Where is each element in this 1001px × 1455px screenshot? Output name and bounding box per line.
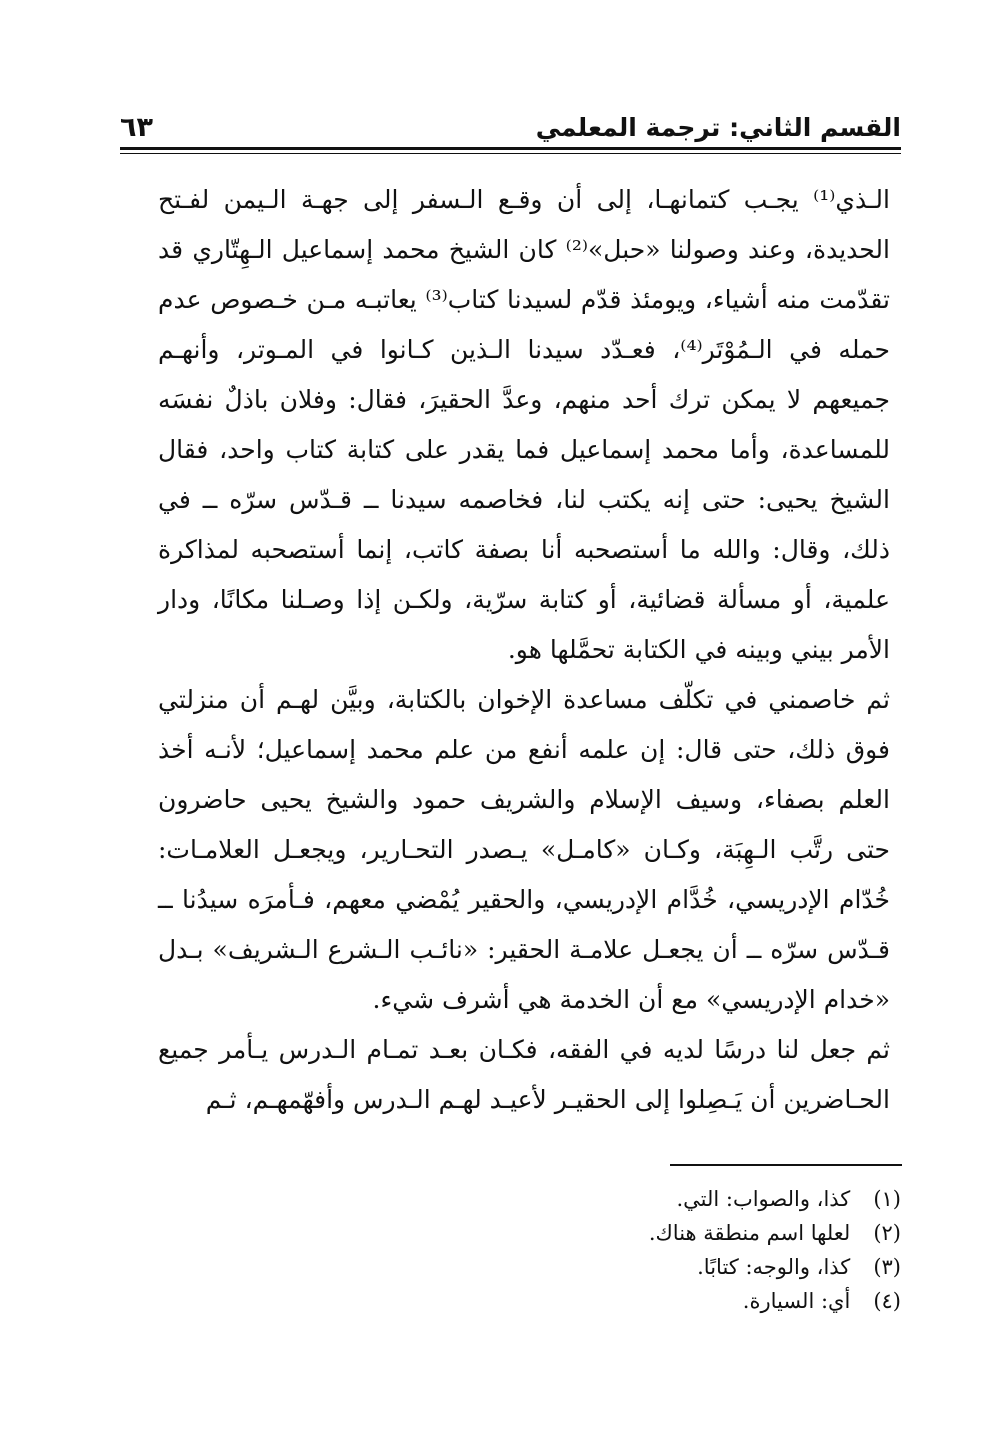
footnote-text: لعلها اسم منطقة هناك. — [648, 1221, 851, 1245]
footnote-number: (٢) — [873, 1221, 901, 1245]
paragraph: ثم خاصمني في تكلّف مساعدة الإخوان بالكتابة، وبيَّن لهـم أن منزلتي فوق ذلك، حتى قال: إن علمه أنفع من علم محمد إسماعيل؛ لأنـه أخذ العلم بصفاء، وسيف الإسلام والشريف حمود والشيخ يحيى حاضرون حتى رتَّب الـهِبَة، وكـان «كامـل» يـصدر التحـارير، ويجعـل العلامـات: خُدّام الإدريسي، خُدَّام الإدريسي، والحقير يُمْضي معهم، فـأمرَه سيدُنا ــ قـدّس سرّه ــ أن يجعـل علامـة الحقير: «نائـب الـشرع الـشريف» بـدل «خدام الإدريسي» مع أن الخدمة هي أشرف شيء. — [158, 685, 891, 1014]
running-header — [120, 112, 901, 148]
footnote-number: (١) — [873, 1187, 901, 1211]
header-rule — [120, 147, 901, 150]
paragraph: الـذي⁽¹⁾ يجـب كتمانهـا، إلى أن وقـع الـسفر إلى جهـة الـيمن لفـتح الحديدة، وعند وصولنا «حبل»⁽²⁾ كان الشيخ محمد إسماعيل الـهِتّاري قد تقدّمت منه أشياء، ويومئذ قدّم لسيدنا كتاب⁽³⁾ يعاتبـه مـن خـصوص عدم حمله في الـمُوْتَر⁽⁴⁾، فعـدّد سيدنا الـذين كـانوا في المـوتر، وأنهـم جميعهم لا يمكن ترك أحد منهم، وعدَّ الحقيرَ، فقال: وفلان باذلٌ نفسَه للمساعدة، وأما محمد إسماعيل فما يقدر على كتابة كتاب واحد، فقال الشيخ يحيى: حتى إنه يكتب لنا، فخاصمه سيدنا ــ قـدّس سرّه ــ في ذلك، وقال: والله ما أستصحبه أنا بصفة كاتب، إنما أستصحبه لمذاكرة علمية، أو مسألة قضائية، أو كتابة سرّية، ولكـن إذا وصـلنا مكانًا، ودار الأمر بيني وبينه في الكتابة تحمَّلها هو. — [158, 185, 890, 664]
footnotes — [201, 1182, 901, 1318]
footnote-text: أي: السيارة. — [742, 1289, 851, 1313]
section-title: القسم الثاني: ترجمة المعلمي — [535, 113, 901, 142]
footnote-separator — [670, 1164, 902, 1166]
footnote-number: (٣) — [873, 1255, 901, 1279]
main-text — [158, 175, 890, 1125]
footnote-text: كذا، والوجه: كتابًا. — [697, 1255, 851, 1279]
footnote-number: (٤) — [873, 1289, 901, 1313]
footnote-3 — [201, 1250, 901, 1284]
page-number: ٦٣ — [120, 112, 153, 143]
footnote-1 — [201, 1182, 901, 1216]
footnote-text: كذا، والصواب: التي. — [676, 1187, 851, 1211]
footnote-2 — [201, 1216, 901, 1250]
header-rule-thin — [120, 153, 901, 154]
footnote-4 — [201, 1284, 901, 1318]
paragraph: ثم جعل لنا درسًا لديه في الفقه، فكـان بعـد تمـام الـدرس يـأمر جميع الحـاضرين أن يَـصِلوا إلى الحقيـر لأعيـد لهـم الـدرس وأفهّمهـم، ثـم — [158, 1035, 890, 1114]
